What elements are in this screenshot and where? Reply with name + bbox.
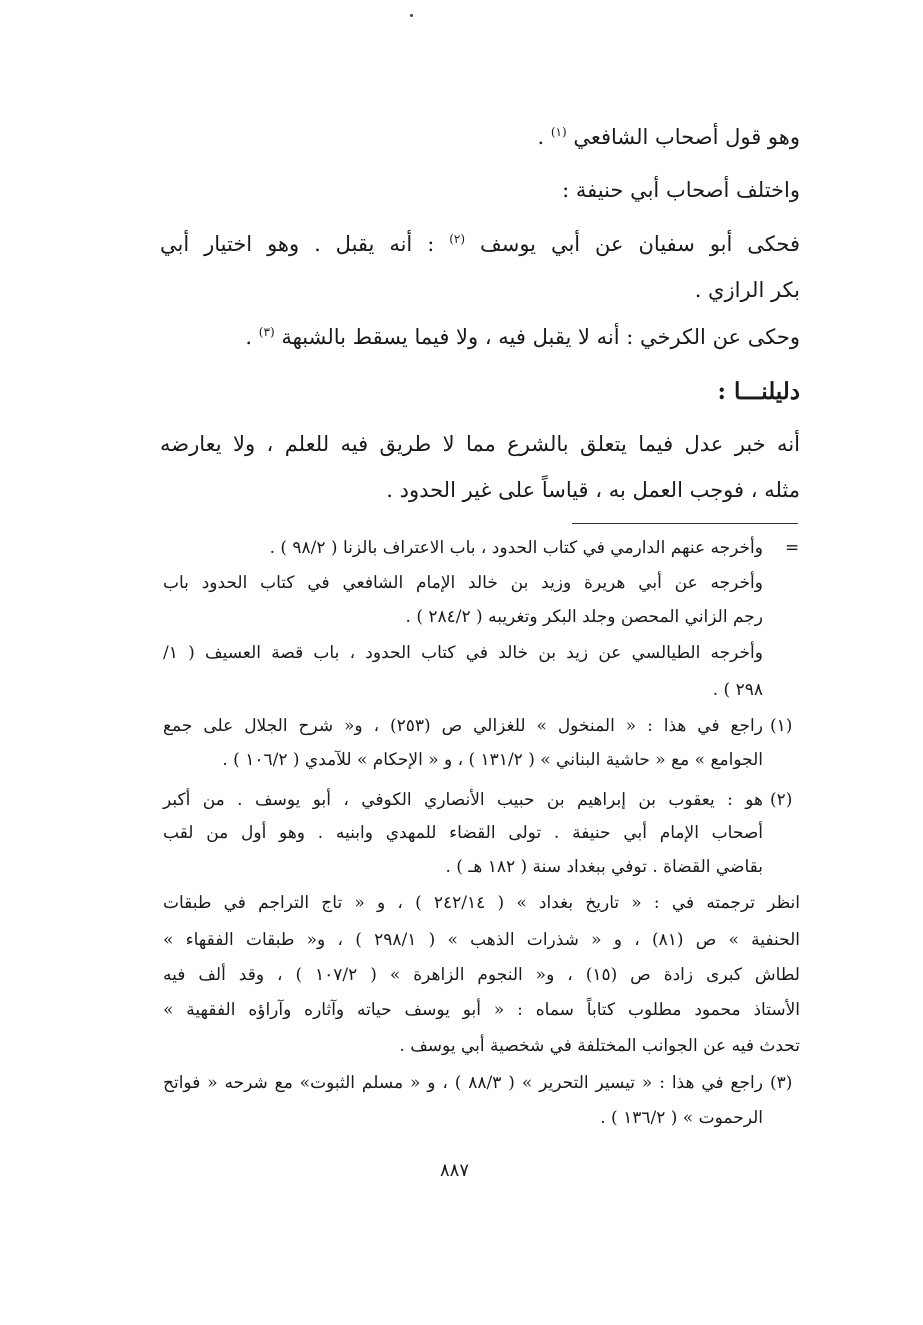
line-text: واختلف أصحاب أبي حنيفة : [562,178,800,202]
footnote-number: (١) [770,716,793,736]
footnote-line: هو : يعقوب بن إبراهيم بن حبيب الأنصاري الكوفي ، أبو يوسف . من أكبر [163,790,763,810]
footnote-line: راجع في هذا : « المنخول » للغزالي ص (٢٥٣) ، و« شرح الجلال على جمع [163,716,763,736]
footnote-line: تحدث فيه عن الجوانب المختلفة في شخصية أبي يوسف . [399,1036,800,1056]
text-line [160,478,800,502]
text-line [160,278,800,302]
footnote-line: وأخرجه الطيالسي عن زيد بن خالد في كتاب الحدود ، باب قصة العسيف ( ١/ [163,643,763,663]
footnote-line: وأخرجه عن أبي هريرة وزيد بن خالد الإمام الشافعي في كتاب الحدود باب [163,573,763,593]
top-dot [410,14,413,17]
section-heading [160,378,800,405]
line-text: فحكى أبو سفيان عن أبي يوسف [479,232,800,256]
footnote-line: لطاش كبرى زادة ص (١٥) ، و« النجوم الزاهرة » ( ١٠٧/٢ ) ، وقد ألف فيه [163,965,800,985]
footnote-line: ٢٩٨ ) . [712,680,763,700]
footnote-line: الجوامع » مع « حاشية البناني » ( ١٣١/٢ ) ، و « الإحكام » للآمدي ( ١٠٦/٢ ) . [222,750,763,770]
heading-text: دليلنـــا : [717,378,800,405]
line-text: بكر الرازي . [694,278,800,302]
footnote-separator [572,523,798,524]
line-text: أنه خبر عدل فيما يتعلق بالشرع مما لا طريق فيه للعلم ، ولا يعارضه [160,432,800,456]
footnote-number: (٢) [770,790,793,810]
text-line [160,232,800,256]
footnote-line: الأستاذ محمود مطلوب كتاباً سماه : « أبو يوسف حياته وآثاره وآراؤه الفقهية » [163,1000,800,1020]
footnote-line: أصحاب الإمام أبي حنيفة . تولى القضاء للمهدي وابنيه . وهو أول من لقب [163,823,763,843]
text-line [160,178,800,202]
footnote-line: انظر ترجمته في : « تاريخ بغداد » ( ٢٤٢/١٤ ) ، و « تاج التراجم في طبقات [163,893,800,913]
text-line [200,125,800,149]
footnote-line: وأخرجه عنهم الدارمي في كتاب الحدود ، باب الاعتراف بالزنا ( ٩٨/٢ ) . [269,538,763,558]
line-text: وهو قول أصحاب الشافعي [573,125,800,149]
line-text: . [245,325,253,349]
footnote-number: (٣) [770,1073,793,1093]
line-text: وحكى عن الكرخي : أنه لا يقبل فيه ، ولا فيما يسقط بالشبهة [281,325,800,349]
footnote-line: الرحموت » ( ١٣٦/٢ ) . [600,1108,763,1128]
footnote-ref[interactable]: (١) [550,125,567,139]
footnote-ref[interactable]: (٢) [449,232,466,246]
page-number: ٨٨٧ [440,1160,470,1181]
line-text: مثله ، فوجب العمل به ، قياساً على غير الحدود . [386,478,800,502]
text-line [160,432,800,456]
text-line [160,325,800,349]
continuation-marker: = [785,538,800,558]
footnote-line: رجم الزاني المحصن وجلد البكر وتغريبه ( ٢٨٤/٢ ) . [405,607,763,627]
line-text: . [537,125,545,149]
footnote-ref[interactable]: (٣) [258,325,275,339]
footnote-line: راجع في هذا : « تيسير التحرير » ( ٨٨/٣ ) ، و « مسلم الثبوت» مع شرحه « فواتح [163,1073,763,1093]
footnote-line: الحنفية » ص (٨١) ، و « شذرات الذهب » ( ٢٩٨/١ ) ، و« طبقات الفقهاء » [163,930,800,950]
line-text: : أنه يقبل . وهو اختيار أبي [160,232,435,256]
footnote-line: بقاضي القضاة . توفي ببغداد سنة ( ١٨٢ هـ ) . [445,857,763,877]
